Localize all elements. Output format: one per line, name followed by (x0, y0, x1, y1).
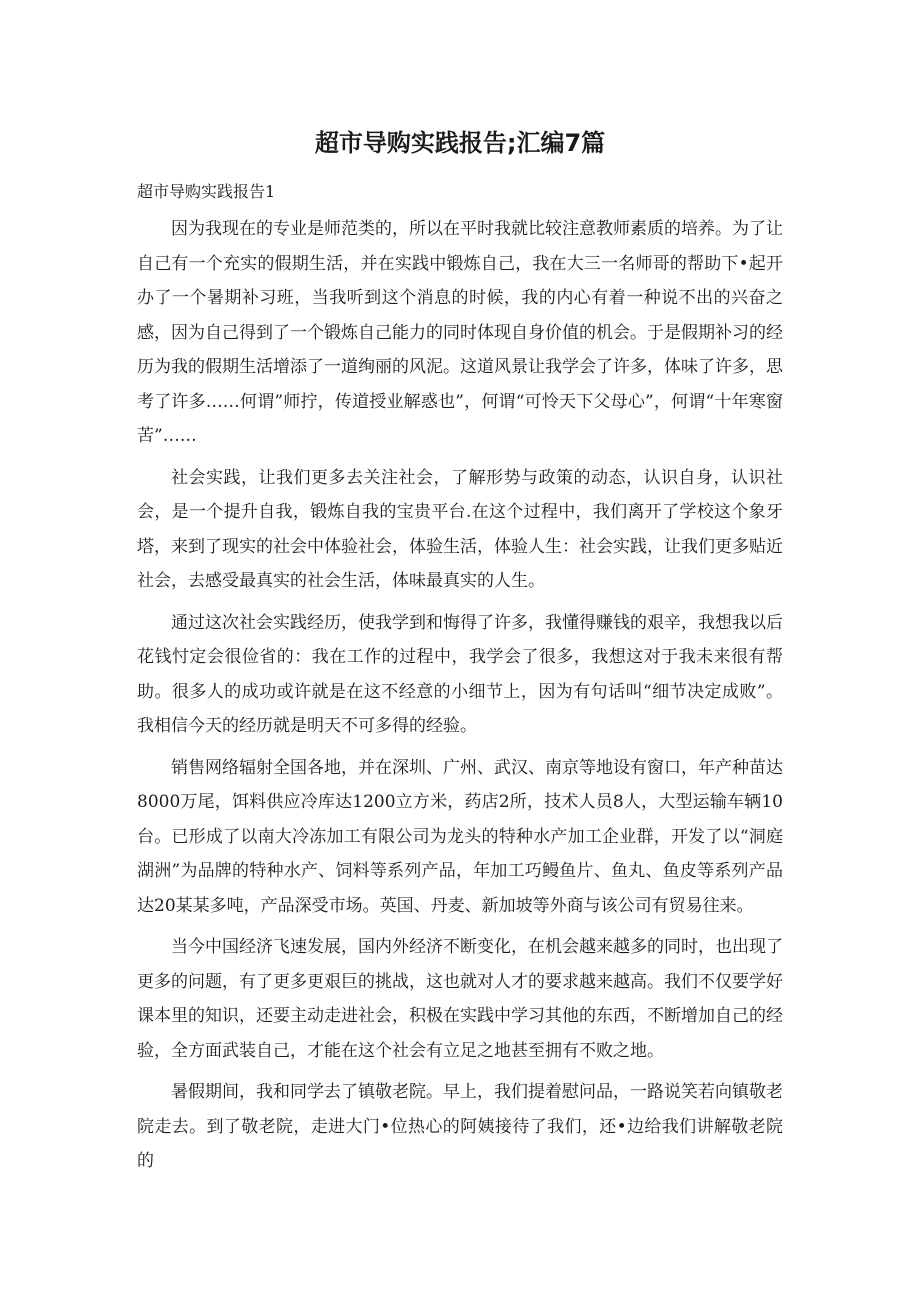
document-title: 超市导购实践报告;汇编7篇 (314, 129, 606, 157)
paragraph: 暑假期间，我和同学去了镇敬老院。早上，我们提着慰问品，一路说笑若向镇敬老院走去。到了敬老院，走进大门•位热心的阿姨接待了我们，还•边给我们讲解敬老院的 (137, 1082, 783, 1171)
section-heading: 超市导购实践报告1 (137, 182, 276, 201)
paragraph: 因为我现在的专业是师范类的，所以在平时我就比较注意教师素质的培养。为了让自己有一个充实的假期生活，并在实践中锻炼自己，我在大三一名师哥的帮助下•起开办了一个暑期补习班，当我听到这个消息的时候，我的内心有着一种说不出的兴奋之感，因为自己得到了一个锻炼自己能力的同时体现自身价值的机会。于是假期补习的经历为我的假期生活增添了一道绚丽的风泥。这道风景让我学会了许多，体味了许多，思考了许多……何谓”师拧，传道授业解惑也”，何谓“可怜天下父母心”，何谓“十年寒窗苦”…… (137, 219, 783, 446)
paragraph: 销售网络辐射全国各地，并在深圳、广州、武汉、南京等地设有窗口，年产种苗达8000万尾，饵料供应冷库达1200立方米，药店2所，技术人员8人，大型运输车辆10台。已形成了以南大冷冻加工有限公司为龙头的特种水产加工企业群，开发了以“洞庭湖洲”为品牌的特种水产、饲料等系列产品，年加工巧鳗鱼片、鱼丸、鱼皮等系列产品达20某某多吨，产品深受市场。英国、丹麦、新加坡等外商与该公司有贸易往来。 (137, 757, 783, 916)
paragraph: 社会实践，让我们更多去关注社会，了解形势与政策的动态，认识自身，认识社会，是一个提升自我，锻炼自我的宝贵平台.在这个过程中，我们离开了学校这个象牙塔，来到了现实的社会中体验社会，体验生活，体验人生：社会实践，让我们更多贴近社会，去感受最真实的社会生活，体味最真实的人生。 (137, 467, 783, 591)
paragraph: 当今中国经济飞速发展，国内外经济不断变化，在机会越来越多的同时，也出现了更多的问题，有了更多更艰巨的挑战，这也就对人才的要求越来越高。我们不仅要学好课本里的知识，还要主动走进社会，积极在实践中学习其他的东西，不断增加自己的经验，全方面武装自己，才能在这个社会有立足之地甚至拥有不败之地。 (137, 937, 783, 1061)
document-body (137, 212, 783, 1186)
paragraph: 通过这次社会实践经历，使我学到和悔得了许多，我懂得赚钱的艰辛，我想我以后花钱忖定会很俭省的：我在工作的过程中，我学会了很多，我想这对于我未来很有帮助。很多人的成功或许就是在这不经意的小细节上，因为有句话叫“细节决定成败”。我相信今天的经历就是明天不可多得的经验。 (137, 612, 783, 736)
